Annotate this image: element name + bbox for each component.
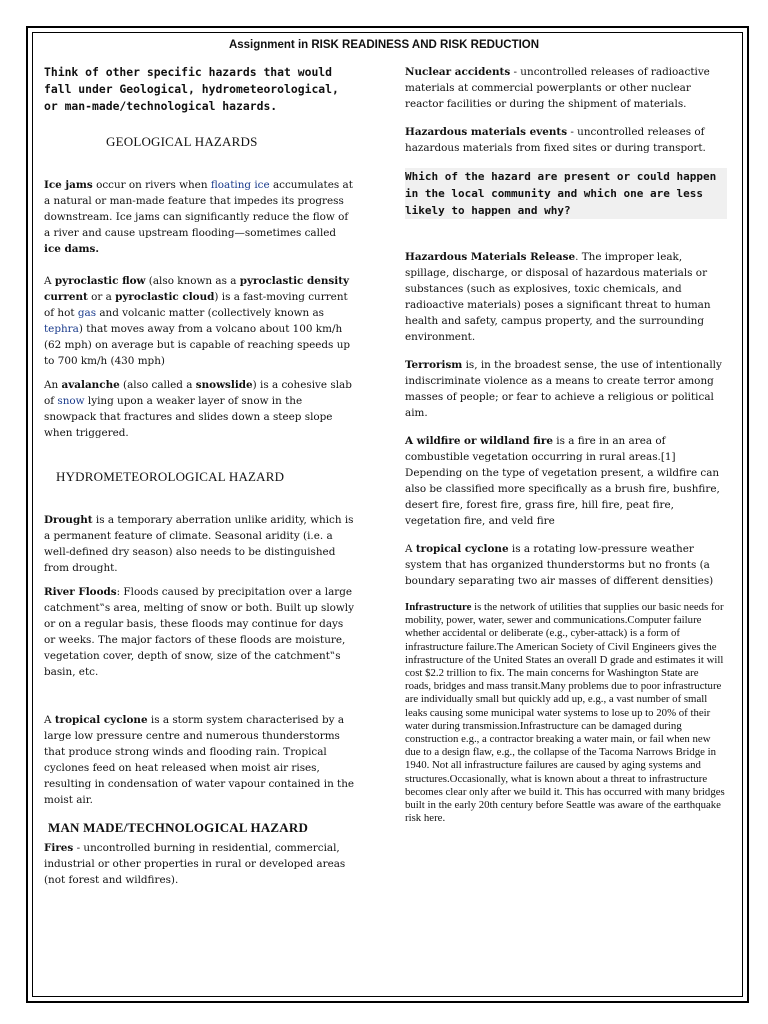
pyro-text-1: (also known as a — [145, 275, 240, 287]
icedams-term: ice dams. — [44, 243, 99, 255]
cyclone-left-term: tropical cyclone — [54, 714, 148, 726]
terrorism-term: Terrorism — [405, 359, 463, 371]
wildfire-term: A wildfire or wildland fire — [405, 435, 553, 447]
pyroclastic-paragraph — [44, 273, 356, 369]
avalanche-paragraph — [44, 377, 356, 441]
tropical-cyclone-paragraph-left — [44, 712, 356, 808]
icejams-text-2: accumulates at a natural or man-made feature that impedes its progress downstream. Ice jams can significantly reduce the flow of a river and cause upstream flooding—sometimes called — [44, 179, 353, 239]
pyro-term-3: pyroclastic cloud — [115, 291, 215, 303]
pyro-text-3: ) is a fast-moving current of hot — [44, 291, 348, 319]
avalanche-text-1: (also called a — [119, 379, 196, 391]
hydrometeorological-heading: HYDROMETEOROLOGICAL HAZARD — [56, 469, 285, 484]
intro-prompt: Think of other specific hazards that would fall under Geological, hydrometeorological, or man-made/technological hazards. — [44, 65, 339, 113]
river-floods-paragraph — [44, 584, 356, 680]
geological-heading: GEOLOGICAL HAZARDS — [106, 134, 258, 149]
cyclone-right-text-0: A — [405, 543, 416, 555]
infrastructure-term: Infrastructure — [405, 601, 472, 613]
drought-text: is a temporary aberration unlike aridity, which is a permanent feature of climate. Seasonal aridity (i.e. a well-defined dry season) also needs to be distinguished from drought. — [44, 514, 354, 574]
avalanche-text-3: lying upon a weaker layer of snow in the snowpack that fractures and slides down a steep slope when triggered. — [44, 395, 333, 439]
nuclear-text: - uncontrolled releases of radioactive materials at commercial powerplants or other nuclear reactor facilities or during the shipment of materials. — [405, 66, 710, 110]
pyro-term-2: pyroclastic density current — [44, 275, 350, 303]
pyro-text-0: A — [44, 275, 55, 287]
avalanche-term: avalanche — [61, 379, 120, 391]
pyro-text-2: or a — [87, 291, 116, 303]
hazmat-events-term: Hazardous materials events — [405, 126, 568, 138]
gas-link[interactable]: gas — [77, 307, 97, 319]
nuclear-term: Nuclear accidents — [405, 66, 511, 78]
hazmat-release-text: . The improper leak, spillage, discharge, or disposal of hazardous materials or substances (such as explosives, toxic chemicals, and radioactive materials) poses a significant threat to human health and safety, campus property, and the surrounding environment. — [405, 251, 711, 343]
wildfire-text: is a fire in an area of combustible vegetation occurring in rural areas.[1] Depending on the type of vegetation present, a wildfire can also be classified more specifically as a brush fire, bushfire, desert fire, forest fire, grass fire, hill fire, peat fire, vegetation fire, and veld fire — [405, 435, 720, 527]
icejams-paragraph — [44, 177, 356, 257]
river-floods-text: : Floods caused by precipitation over a large catchment‟s area, melting of snow or both. Built up slowly or on a regular basis, these floods may continue for days or weeks. The major factors of these floods are moisture, vegetation cover, depth of snow, size of the catchment‟s basin, etc. — [44, 586, 354, 678]
cyclone-right-text-1: is a rotating low-pressure weather system that has organized thunderstorms but no fronts (a boundary separating two air masses of different densities) — [405, 543, 714, 587]
avalanche-text-2: ) is a cohesive slab of — [44, 379, 352, 407]
hazmat-release-paragraph — [405, 249, 727, 345]
fires-text: - uncontrolled burning in residential, commercial, industrial or other properties in rural or developed areas (not forest and wildfires). — [44, 842, 346, 886]
icejams-term: Ice jams — [44, 179, 93, 191]
pyro-text-4: and volcanic matter (collectively known as — [96, 307, 325, 319]
hazmat-events-paragraph — [405, 124, 727, 156]
nuclear-paragraph — [405, 64, 727, 112]
floating-ice-link[interactable]: floating ice — [210, 179, 270, 191]
hazmat-release-term: Hazardous Materials Release — [405, 251, 576, 263]
avalanche-text-0: An — [44, 379, 62, 391]
snowslide-term: snowslide — [195, 379, 253, 391]
pyro-term: pyroclastic flow — [54, 275, 146, 287]
snow-link[interactable]: snow — [57, 395, 85, 407]
cyclone-left-text-1: is a storm system characterised by a large low pressure centre and numerous thunderstorms that produce strong winds and flooding rain. Tropical cyclones feed on heat released when moist air rises, resulting in condensation of water vapour contained in the moist air. — [44, 714, 355, 806]
left-column — [44, 64, 356, 888]
hazmat-events-text: - uncontrolled releases of hazardous materials from fixed sites or during transport. — [405, 126, 706, 154]
manmade-heading: MAN MADE/TECHNOLOGICAL HAZARD — [48, 820, 309, 835]
drought-paragraph — [44, 512, 356, 576]
tephra-link[interactable]: tephra — [44, 323, 79, 335]
fires-term: Fires — [44, 842, 74, 854]
terrorism-text: is, in the broadest sense, the use of intentionally indiscriminate violence as a means to create terror among masses of people; or fear to achieve a religious or political aim. — [405, 359, 722, 419]
cyclone-right-term: tropical cyclone — [415, 543, 509, 555]
drought-term: Drought — [44, 514, 93, 526]
community-question: Which of the hazard are present or could happen in the local community and which one are less likely to happen and why? — [405, 168, 727, 219]
wildfire-paragraph — [405, 433, 727, 529]
infrastructure-paragraph — [405, 601, 727, 825]
tropical-cyclone-paragraph-right — [405, 541, 727, 589]
pyro-text-5: ) that moves away from a volcano about 100 km/h (62 mph) on average but is capable of reaching speeds up to 700 km/h (430 mph) — [44, 323, 351, 367]
infrastructure-text: is the network of utilities that supplies our basic needs for mobility, power, water, sewer and communications.Computer failure whether accidental or deliberate (e.g., cyber-attack) is a form of infrastructure failure.The American Society of Civil Engineers gives the infrastructure of the United States an overall D grade and estimates it will cost $2.2 trillion to fix. The main concerns for Washington State are roads, bridges and mass transit.Many problems due to poor infrastructure are individually small but quickly add up, e.g., a vast number of small leaks causing some municipal water systems to lose up to 20% of their water during transmission.Infrastructure can be damaged during construction e.g., a contractor breaking a water main, or fail when new due to a design flaw, e.g., the collapse of the Tacoma Narrows Bridge in 1940. Not all infrastructure failures are caused by aging systems and structures.Occasionally, what is known about a threat to infrastructure becomes clear only after we build it. This has occurred with many bridges built in the early 20th century before Seattle was aware of the earthquake risk here. — [405, 601, 725, 825]
icejams-text-1: occur on rivers when — [92, 179, 211, 191]
terrorism-paragraph — [405, 357, 727, 421]
river-floods-term: River Floods — [44, 586, 117, 598]
assignment-title: Assignment in RISK READINESS AND RISK REDUCTION — [228, 39, 540, 51]
right-column — [405, 64, 727, 825]
fires-paragraph — [44, 840, 356, 888]
cyclone-left-text-0: A — [44, 714, 55, 726]
